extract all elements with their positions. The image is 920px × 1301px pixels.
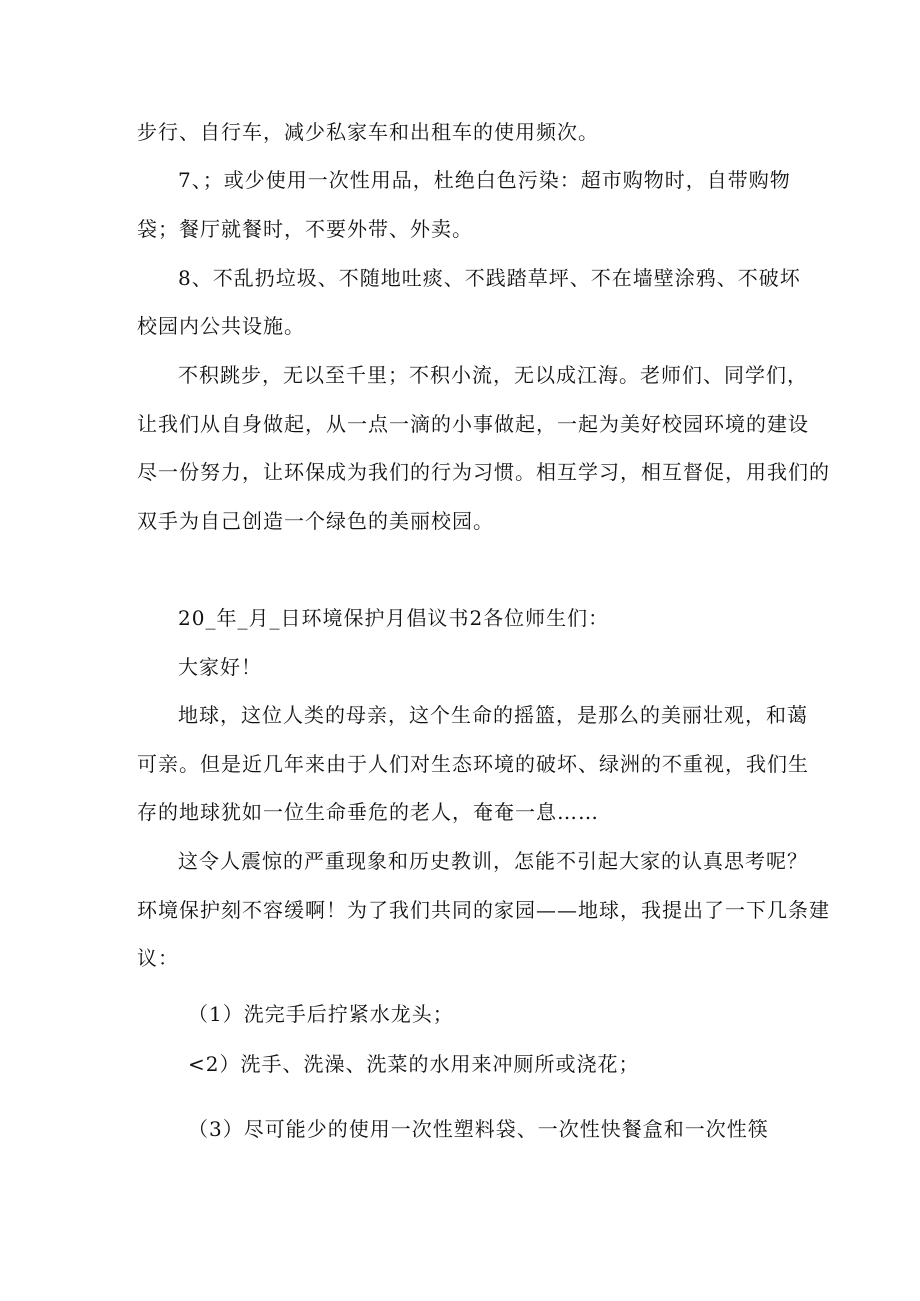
text-line-item-7-cont: 袋；餐厅就餐时，不要外带、外卖。 bbox=[137, 217, 473, 241]
text-line-item-8-cont: 校园内公共设施。 bbox=[137, 314, 305, 338]
text-line-closing-2: 让我们从自身做起，从一点一滴的小事做起，一起为美好校园环境的建设 bbox=[137, 412, 809, 436]
text-line-closing-3: 尽一份努力，让环保成为我们的行为习惯。相互学习，相互督促，用我们的 bbox=[137, 460, 830, 484]
text-line-earth-3: 存的地球犹如一位生命垂危的老人，奄奄一息…… bbox=[137, 800, 599, 824]
text-line-item-7: 7、；或少使用一次性用品，杜绝白色污染：超市购物时，自带购物 bbox=[178, 168, 791, 192]
text-line-suggestion-2: <2）洗手、洗澡、洗菜的水用来冲厕所或浇花； bbox=[188, 1052, 640, 1076]
text-line-continuation-walking: 步行、自行车，减少私家车和出租车的使用频次。 bbox=[137, 120, 599, 144]
text-line-item-8: 8、不乱扔垃圾、不随地吐痰、不践踏草坪、不在墙壁涂鸦、不破坏 bbox=[178, 266, 801, 290]
text-line-closing-1: 不积跳步，无以至千里；不积小流，无以成江海。老师们、同学们， bbox=[178, 363, 808, 387]
text-line-lesson-2: 环境保护刻不容缓啊！为了我们共同的家园——地球，我提出了一下几条建 bbox=[137, 898, 830, 922]
text-line-earth-2: 可亲。但是近几年来由于人们对生态环境的破坏、绿洲的不重视，我们生 bbox=[137, 752, 809, 776]
text-line-suggestion-1: （1）洗完手后拧紧水龙头； bbox=[188, 1002, 454, 1026]
text-line-closing-4: 双手为自己创造一个绿色的美丽校园。 bbox=[137, 509, 494, 533]
text-line-earth-1: 地球，这位人类的母亲，这个生命的摇篮，是那么的美丽壮观，和蔼 bbox=[178, 703, 808, 727]
text-line-suggestion-3: （3）尽可能少的使用一次性塑料袋、一次性快餐盒和一次性筷 bbox=[188, 1117, 769, 1141]
text-line-greeting: 大家好！ bbox=[178, 655, 262, 679]
text-line-lesson-1: 这令人震惊的严重现象和历史教训，怎能不引起大家的认真思考呢？ bbox=[178, 849, 808, 873]
text-line-proposal-heading: 20_年_月_日环境保护月倡议书2各位师生们： bbox=[178, 606, 610, 630]
text-line-lesson-3: 议： bbox=[137, 946, 179, 970]
